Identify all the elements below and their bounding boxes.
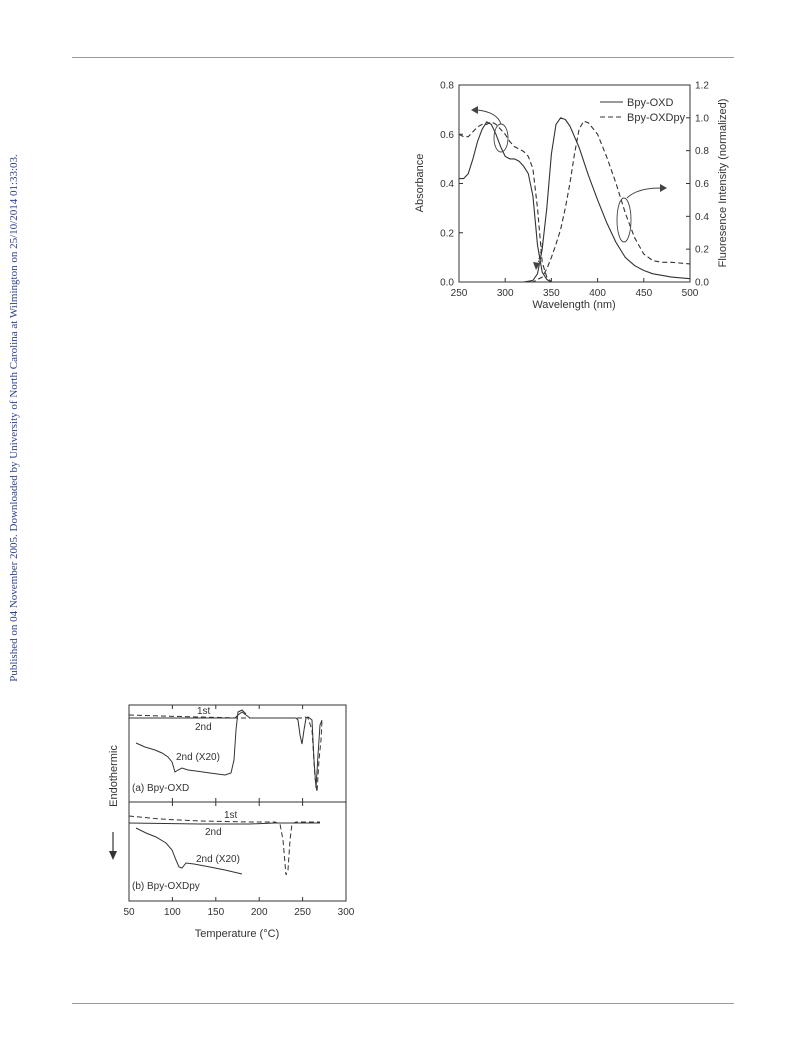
panel-a-1st-heating-curve xyxy=(129,715,322,792)
panel-a-curves xyxy=(129,710,322,792)
y-tick-label-right: 1.0 xyxy=(695,113,709,125)
absorbance-arrow xyxy=(477,110,501,124)
y-tick-label-left: 0.0 xyxy=(440,277,454,289)
x-axis-title: Wavelength (nm) xyxy=(532,299,616,311)
x-tick-label: 500 xyxy=(681,288,699,299)
absorption-fluorescence-chart xyxy=(405,70,735,320)
fluorescence-arrowhead xyxy=(660,184,667,192)
x-tick-label: 50 xyxy=(123,907,135,918)
y-axis-title-right: Fluoresence Intensity (normalized) xyxy=(717,98,729,268)
y-tick-label-right: 0.4 xyxy=(695,211,709,223)
dsc-thermogram-chart xyxy=(100,700,370,945)
y-tick-label-right: 0.8 xyxy=(695,146,709,158)
y-tick-label-right: 0.0 xyxy=(695,277,709,289)
panel-a-label-2nd: 2nd xyxy=(195,722,212,733)
tick-marks xyxy=(129,705,346,901)
legend-label-bpy-oxd: Bpy-OXD xyxy=(627,97,674,109)
bottom-rule xyxy=(72,1003,734,1004)
x-tick-label: 300 xyxy=(496,288,514,299)
x-tick-label: 300 xyxy=(337,907,355,918)
panel-b-label-2nd: 2nd xyxy=(205,827,222,838)
x-tick-label: 250 xyxy=(450,288,468,299)
sidebar-download-notice xyxy=(0,0,28,1040)
x-axis-title xyxy=(195,928,279,940)
y-axis-title-left: Absorbance xyxy=(414,153,426,213)
y-tick-label-left: 0.8 xyxy=(440,80,454,92)
y-axis-title: Endothermic xyxy=(108,745,120,807)
panel-b-label-1st: 1st xyxy=(224,810,238,821)
x-tick-label: 150 xyxy=(207,907,225,918)
panel-b-2nd-heating-curve xyxy=(129,823,320,824)
y-tick-label-left: 0.2 xyxy=(440,228,454,240)
y-tick-label-left: 0.6 xyxy=(440,129,454,141)
fluorescence-bpy-oxd-line xyxy=(459,118,690,282)
panel-b-curves xyxy=(129,816,320,875)
panel-a-2nd-x20-curve xyxy=(136,710,246,775)
x-tick-label: 350 xyxy=(543,288,560,299)
legend-label-bpy-oxdpy: Bpy-OXDpy xyxy=(627,112,686,124)
panel-a-2nd-heating-curve xyxy=(129,712,322,788)
panel-b-label-2nd-x20: 2nd (X20) xyxy=(196,854,240,865)
y-tick-label-right: 1.2 xyxy=(695,80,709,92)
fluorescence-bpy-oxdpy-line xyxy=(459,121,690,282)
absorbance-bpy-oxd-line xyxy=(459,122,690,282)
x-tick-label: 200 xyxy=(250,907,268,918)
panel-b-2nd-x20-curve xyxy=(136,828,242,874)
x-tick-label: 400 xyxy=(589,288,606,299)
down-arrowhead-icon xyxy=(109,851,117,860)
absorbance-arrowhead xyxy=(471,106,478,114)
panel-b-label: (b) Bpy-OXDpy xyxy=(132,881,200,892)
x-axis-title-text: Temperature (°C) xyxy=(194,928,280,940)
top-rule xyxy=(72,57,734,58)
y-tick-label-right: 0.6 xyxy=(695,179,709,190)
fluorescence-marker-ellipse xyxy=(617,198,631,242)
legend xyxy=(600,97,686,124)
y-tick-label-right: 0.2 xyxy=(695,244,709,256)
panel-a-label-1st: 1st xyxy=(197,706,211,717)
x-tick-label: 450 xyxy=(635,288,653,299)
x-tick-label: 250 xyxy=(294,907,311,918)
series-lines xyxy=(459,118,690,282)
panel-a-label-2nd-x20: 2nd (X20) xyxy=(176,752,220,763)
endothermic-indicator xyxy=(108,745,120,860)
panel-a-label: (a) Bpy-OXD xyxy=(132,783,190,794)
panel-b-1st-heating-curve xyxy=(129,816,320,875)
x-tick-label: 100 xyxy=(164,907,181,918)
absorbance-bpy-oxdpy-line xyxy=(459,122,690,282)
download-notice-link[interactable]: Published on 04 November 2005. Downloaded by University of North Carolina at Wilmington on 25/10/2014 01:33:03. xyxy=(8,154,20,682)
tick-labels xyxy=(123,907,354,918)
y-tick-label-left: 0.4 xyxy=(440,179,454,190)
fluorescence-arrow xyxy=(627,188,661,198)
